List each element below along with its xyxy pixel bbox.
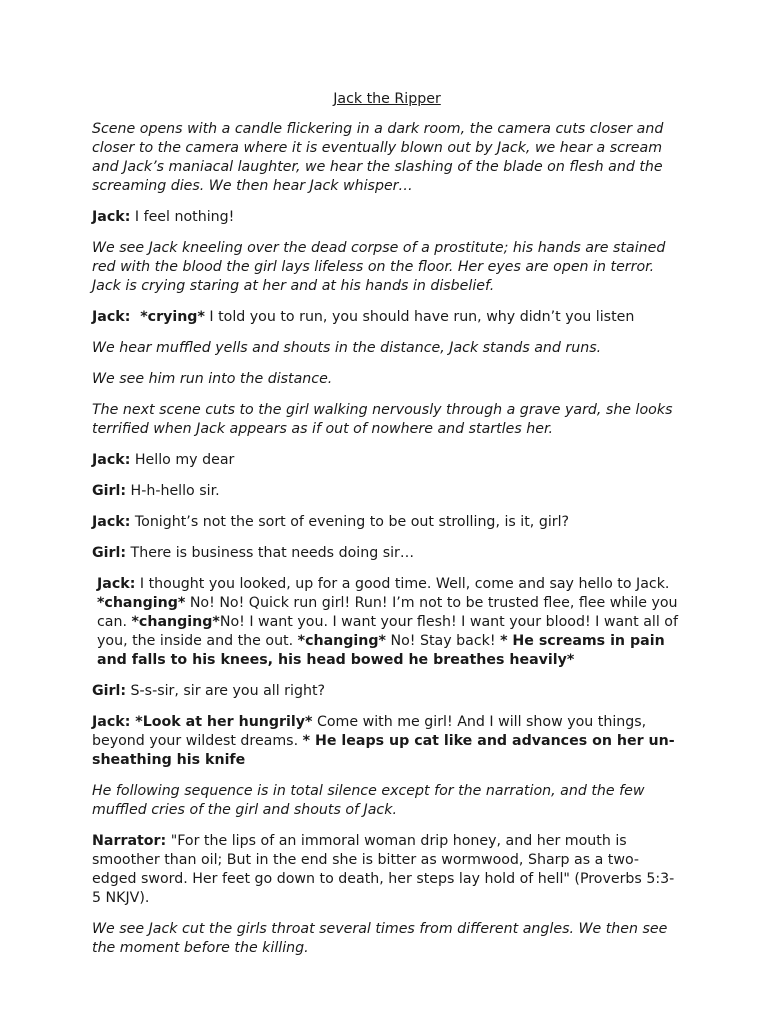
speaker-name: Jack: <box>92 514 131 530</box>
dialogue-text: There is business that needs doing sir… <box>126 545 415 561</box>
speaker-name: Girl: <box>92 545 127 561</box>
dialogue-line-long <box>92 713 682 770</box>
narration-text: "For the lips of an immoral woman drip honey, and her mouth is smoother than oil; But in the end she is bitter as wormwood, Sharp as a two-edged sword. Her feet go down to death, her steps lay hold of hell" (Proverbs 5:3-5 NKJV). <box>92 833 675 906</box>
dialogue-text: H-h-hello sir. <box>126 483 220 499</box>
stage-direction: We hear muffled yells and shouts in the distance, Jack stands and runs. <box>92 340 602 356</box>
dialogue-text: S-s-sir, sir are you all right? <box>126 683 326 699</box>
dialogue-line <box>92 208 682 227</box>
stage-direction: The next scene cuts to the girl walking nervously through a grave yard, she looks terrified when Jack appears as if out of nowhere and startles her. <box>92 402 673 437</box>
dialogue-line <box>92 544 682 563</box>
speaker-name: Jack: <box>92 309 131 325</box>
page-title: Jack the Ripper <box>333 91 441 107</box>
dialogue-line <box>92 682 682 701</box>
dialogue-text: I thought you looked, up for a good time. Well, come and say hello to Jack. <box>135 576 670 592</box>
script-page <box>92 90 682 970</box>
action-cue: * He leaps up cat like and advances on her un-sheathing his knife <box>92 733 675 768</box>
dialogue-line-long <box>92 575 682 670</box>
dialogue-text: Hello my dear <box>130 452 235 468</box>
dialogue-line <box>92 513 682 532</box>
dialogue-line <box>92 308 682 327</box>
stage-direction: Scene opens with a candle flickering in a dark room, the camera cuts closer and closer to the camera where it is eventually blown out by Jack, we hear a scream and Jack’s maniacal laughter, we hear the slashing of the blade on flesh and the screaming dies. We then hear Jack whisper… <box>92 121 664 194</box>
speaker-name: Narrator: <box>92 833 167 849</box>
dialogue-text: No! No! Quick run girl! Run! I’m not to be trusted flee, flee while you can. <box>97 595 678 630</box>
speaker-name: Jack: <box>97 576 136 592</box>
action-cue: *changing* <box>297 633 386 649</box>
speaker-name: Jack: <box>92 209 131 225</box>
action-cue: *changing* <box>131 614 220 630</box>
action-cue: *changing* <box>97 595 186 611</box>
stage-direction: We see him run into the distance. <box>92 371 333 387</box>
stage-direction: We see Jack kneeling over the dead corpse of a prostitute; his hands are stained red with the blood the girl lays lifeless on the floor. Her eyes are open in terror. Jack is crying staring at her and at his hands in disbelief. <box>92 240 666 294</box>
dialogue-text: Come with me girl! And I will show you things, beyond your wildest dreams. <box>92 714 647 749</box>
speaker-name: Girl: <box>92 683 127 699</box>
action-cue: * He screams in pain and falls to his knees, his head bowed he breathes heavily* <box>97 633 665 668</box>
dialogue-line <box>92 451 682 470</box>
dialogue-text: I told you to run, you should have run, why didn’t you listen <box>204 309 635 325</box>
dialogue-text: I feel nothing! <box>130 209 235 225</box>
dialogue-line <box>92 482 682 501</box>
stage-direction: He following sequence is in total silence except for the narration, and the few muffled cries of the girl and shouts of Jack. <box>92 783 645 818</box>
narration-line <box>92 832 682 908</box>
dialogue-text: No! Stay back! <box>385 633 501 649</box>
stage-direction: We see Jack cut the girls throat several times from different angles. We then see the moment before the killing. <box>92 921 668 956</box>
action-cue: *crying* <box>130 309 205 325</box>
speaker-name: Jack: <box>92 452 131 468</box>
dialogue-text: Tonight’s not the sort of evening to be out strolling, is it, girl? <box>130 514 570 530</box>
speaker-name: Girl: <box>92 483 127 499</box>
dialogue-text: No! I want you. I want your flesh! I want your blood! I want all of you, the inside and the out. <box>97 614 678 649</box>
speaker-name: Jack: *Look at her hungrily* <box>92 714 313 730</box>
